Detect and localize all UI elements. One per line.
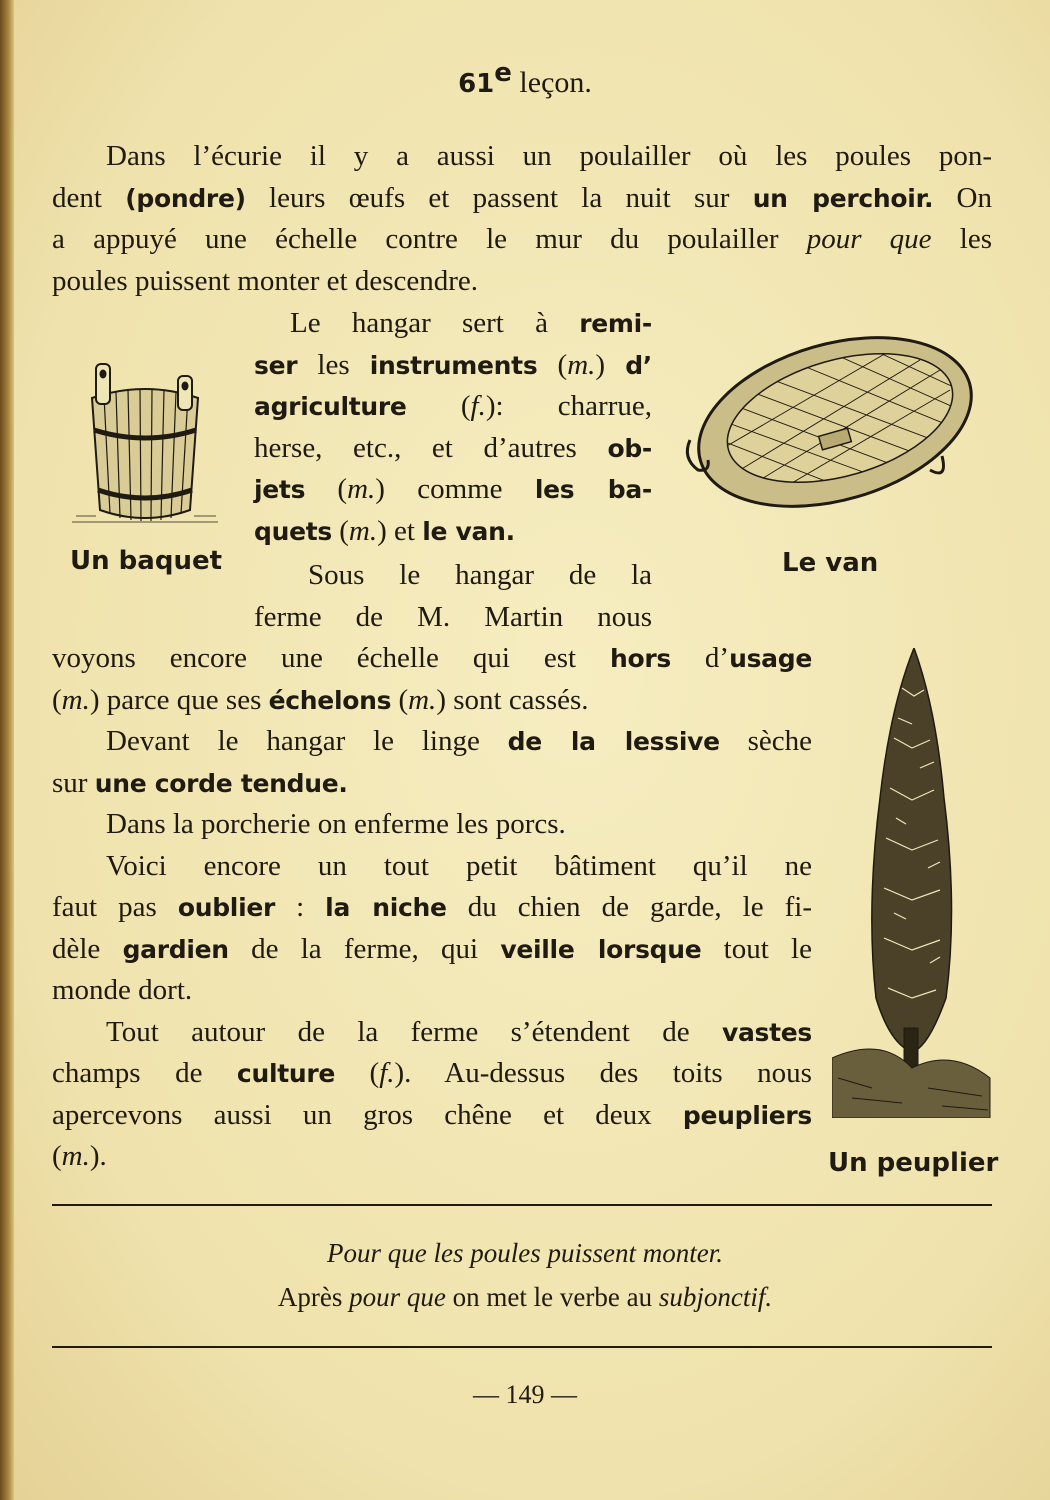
para2-line3 xyxy=(254,386,652,428)
lesson-number: 61 xyxy=(458,69,495,99)
para2-line5 xyxy=(254,469,652,511)
para3-narrow xyxy=(254,555,652,638)
term-lessive: de la lessive xyxy=(507,727,720,756)
para6-line1: Voici encore un tout petit bâtiment qu’il ne xyxy=(106,849,812,882)
gender-m: m. xyxy=(348,514,378,547)
text: dèle xyxy=(52,932,123,965)
text: ) sont cassés. xyxy=(436,683,589,716)
para3-line1: Sous le hangar de la xyxy=(308,559,652,591)
text: de la ferme, qui xyxy=(228,932,501,965)
para6-line3 xyxy=(52,929,812,971)
term-corde-tendue: une corde tendue. xyxy=(94,768,348,798)
para3-wide xyxy=(52,638,812,1178)
text: ). Au-dessus des toits nous xyxy=(394,1057,812,1089)
term-peupliers: peupliers xyxy=(682,1100,812,1130)
term-agriculture: agriculture xyxy=(254,392,407,421)
para1 xyxy=(52,136,992,302)
page-number: — 149 — xyxy=(473,1380,577,1409)
text: sèche xyxy=(719,725,812,757)
para2 xyxy=(254,303,652,552)
term-veille-lorsque: veille lorsque xyxy=(500,934,702,964)
book-spine-edge xyxy=(0,0,14,1500)
italic-pour-que: pour que xyxy=(806,223,932,255)
text: ( xyxy=(406,390,471,422)
term-gardien: gardien xyxy=(122,934,229,964)
text: a appuyé une échelle contre le mur du poulailler xyxy=(52,223,807,255)
para3-line2: ferme de M. Martin nous xyxy=(254,600,652,633)
text: Après xyxy=(277,1282,350,1312)
para2-line1 xyxy=(254,303,652,345)
divider-bottom xyxy=(52,1346,992,1348)
italic-pour-que: pour que xyxy=(349,1282,446,1312)
term-niche: la niche xyxy=(325,893,447,922)
gender-f: f. xyxy=(379,1057,395,1089)
para4-line2 xyxy=(52,763,812,805)
gender-m: m. xyxy=(61,1140,90,1172)
text: : xyxy=(275,891,326,923)
text: On xyxy=(933,181,992,214)
para6-line2 xyxy=(52,887,812,929)
term-oublier: oublier xyxy=(177,893,276,922)
para7-line1 xyxy=(52,1012,812,1054)
para6-line4: monde dort. xyxy=(52,974,193,1006)
para2-line6 xyxy=(254,511,652,553)
term-echelons: échelons xyxy=(268,685,392,715)
lesson-heading xyxy=(0,58,1050,100)
text: voyons encore une échelle qui est xyxy=(52,642,610,674)
gender-m: m. xyxy=(347,473,376,505)
gender-m: m. xyxy=(567,348,596,381)
caption-van: Le van xyxy=(782,548,879,578)
term-baquets: les ba- xyxy=(534,475,652,504)
text: ( xyxy=(305,473,348,505)
term-objets-end: jets xyxy=(254,475,306,504)
grammar-note-line2 xyxy=(0,1282,1050,1313)
term-baquets-end: quets xyxy=(254,516,332,546)
text: faut pas xyxy=(52,891,178,923)
peuplier-illustration xyxy=(832,648,992,1118)
italic-subjonctif: subjonctif. xyxy=(658,1282,773,1312)
lesson-number-suffix: e xyxy=(494,58,512,88)
text: d’ xyxy=(670,642,730,674)
text: les xyxy=(931,223,992,255)
text: Devant le hangar le linge xyxy=(106,725,508,757)
text: ) parce que ses xyxy=(89,683,269,716)
text: ) comme xyxy=(375,473,535,505)
gender-m: m. xyxy=(61,683,90,716)
para1-line3 xyxy=(52,219,992,261)
text: tout le xyxy=(701,932,812,965)
text: Le hangar sert à xyxy=(290,307,580,339)
text: ). xyxy=(89,1140,107,1172)
gender-m: m. xyxy=(408,683,437,716)
para2-line4 xyxy=(254,428,652,470)
term-remiser: remi- xyxy=(579,309,652,338)
text: ( xyxy=(331,514,349,547)
term-van: le van. xyxy=(422,516,515,546)
term-remiser-end: ser xyxy=(254,350,298,380)
text: dent xyxy=(52,181,126,214)
term-hors: hors xyxy=(609,644,671,673)
text: ( xyxy=(52,1140,62,1172)
term-pondre: (pondre) xyxy=(125,183,246,213)
term-usage: usage xyxy=(729,644,812,673)
para3-line3 xyxy=(52,638,812,680)
term-culture: culture xyxy=(236,1059,336,1088)
van-illustration xyxy=(680,320,980,525)
text: ( xyxy=(537,348,568,381)
text: herse, etc., et d’autres xyxy=(254,431,608,464)
para2-line2 xyxy=(254,345,652,387)
para1-line2 xyxy=(52,178,992,220)
text: champs de xyxy=(52,1057,237,1089)
para5-line1: Dans la porcherie on enferme les porcs. xyxy=(106,808,566,840)
divider-top xyxy=(52,1204,992,1206)
term-d: d’ xyxy=(625,350,652,380)
gender-f: f. xyxy=(470,390,486,422)
text: les xyxy=(297,348,370,381)
text: ) xyxy=(595,348,626,381)
lesson-word: leçon. xyxy=(519,66,592,99)
term-vastes: vastes xyxy=(721,1017,812,1047)
caption-baquet: Un baquet xyxy=(70,546,223,576)
text: on met le verbe au xyxy=(445,1282,659,1312)
para1-line1: Dans l’écurie il y a aussi un poulailler où les poules pon- xyxy=(106,140,992,172)
term-perchoir: un perchoir. xyxy=(752,183,934,213)
text: sur xyxy=(52,766,95,799)
text: leurs œufs et passent la nuit sur xyxy=(245,181,753,214)
para4-line1 xyxy=(52,721,812,763)
text: ( xyxy=(52,683,62,716)
text: ) et xyxy=(377,514,423,547)
note-example: Pour que les poules puissent monter. xyxy=(327,1238,723,1268)
text: ( xyxy=(335,1057,380,1089)
para7-line4 xyxy=(52,1136,812,1178)
para7-line2 xyxy=(52,1053,812,1095)
text: ): charrue, xyxy=(485,390,652,422)
para1-line4: poules puissent monter et descendre. xyxy=(52,264,479,297)
text: du chien de garde, le fi- xyxy=(446,891,813,923)
caption-peuplier: Un peuplier xyxy=(828,1148,999,1178)
text: Tout autour de la ferme s’étendent de xyxy=(106,1015,722,1048)
para3-line4 xyxy=(52,680,812,722)
text: ( xyxy=(391,683,409,716)
term-objets: ob- xyxy=(607,433,652,463)
term-instruments: instruments xyxy=(369,350,538,380)
text: apercevons aussi un gros chêne et deux xyxy=(52,1098,683,1131)
grammar-note-line1 xyxy=(0,1238,1050,1269)
baquet-illustration xyxy=(70,350,220,530)
para7-line3 xyxy=(52,1095,812,1137)
